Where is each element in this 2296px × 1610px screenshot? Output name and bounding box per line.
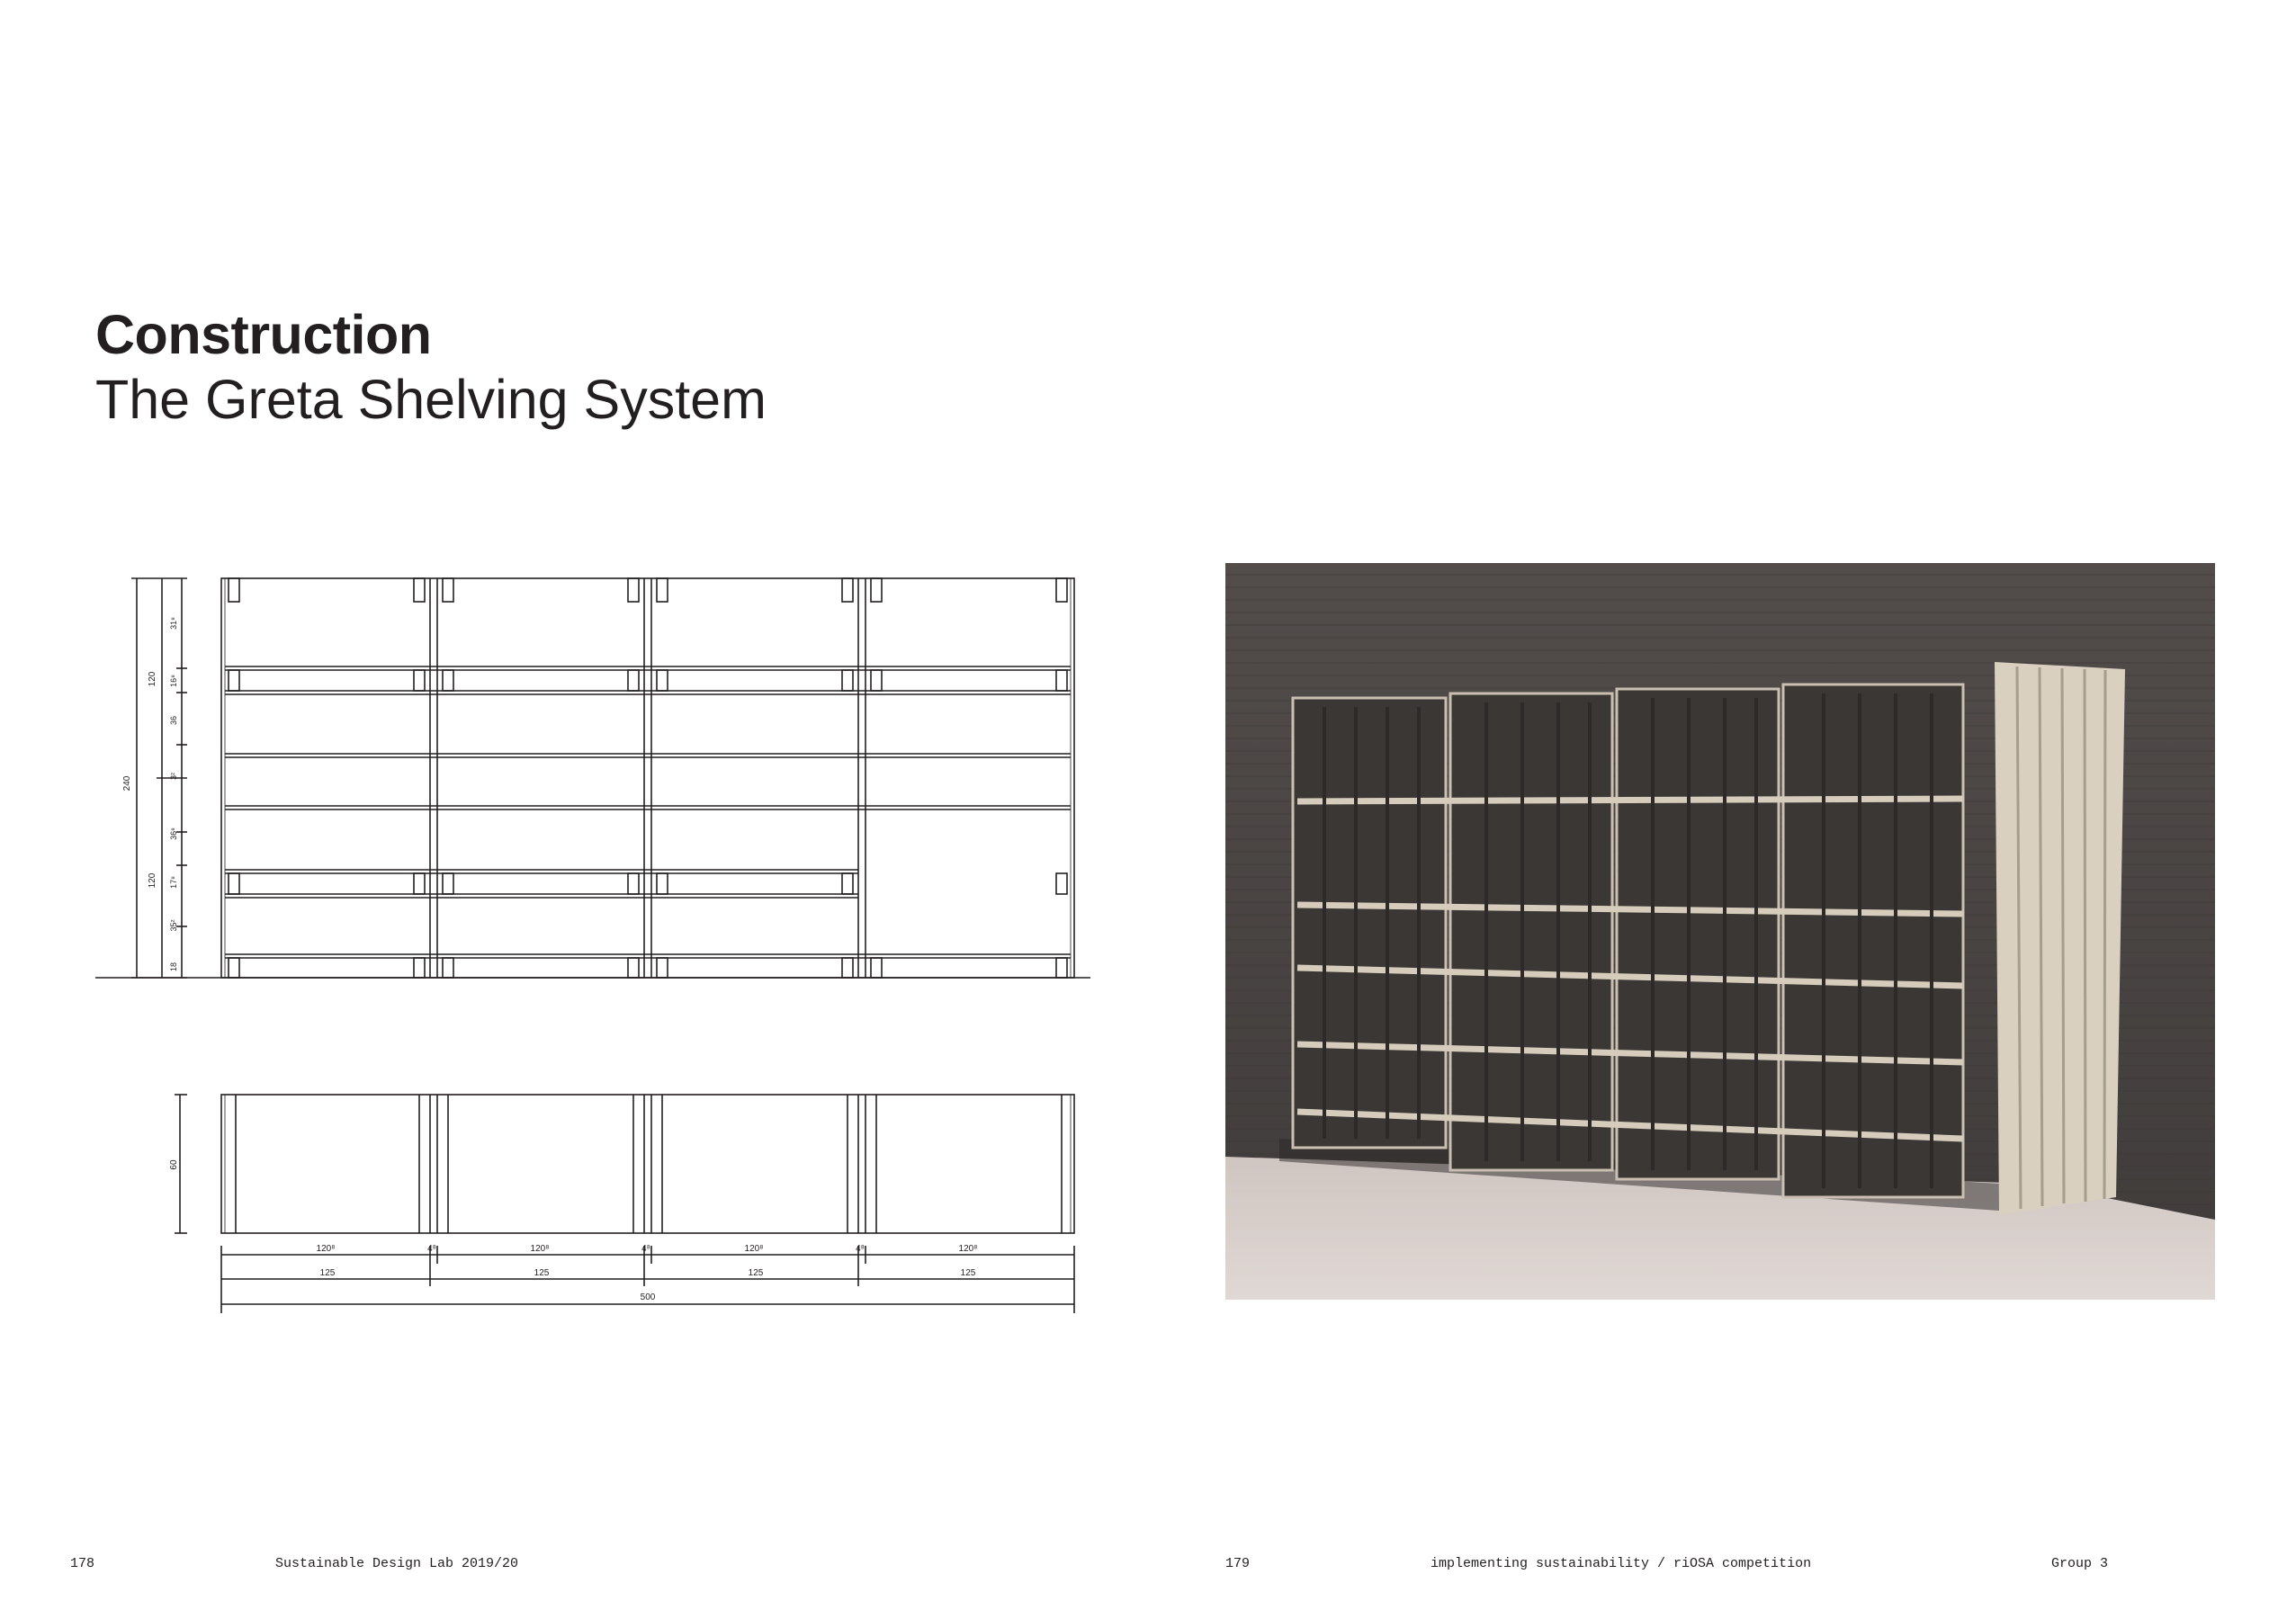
dim-segment: 35² [169,919,178,932]
dim-module-full: 125 [534,1268,550,1278]
dim-segment: 31⁸ [169,617,178,630]
dim-total-height: 240 [122,775,132,792]
dim-upper-height: 120 [148,671,157,687]
dim-module-inner: 120⁸ [530,1244,550,1254]
footer-right-caption: implementing sustainability / riOSA competition [1431,1556,1812,1571]
dim-gap: 4⁸ [427,1244,436,1254]
shelving-technical-drawing [90,562,1107,1336]
dim-segment: 36 [169,715,178,726]
dim-module-inner: 120⁸ [744,1244,764,1254]
dim-segment: 17⁸ [169,876,178,889]
dim-module-full: 125 [960,1268,976,1278]
shelving-render-image [1225,563,2215,1300]
dim-total-width: 500 [640,1292,656,1302]
dim-segment: 18 [169,962,178,972]
dim-lower-height: 120 [148,872,157,889]
dim-module-inner: 120⁸ [316,1244,336,1254]
dim-segment: 3² [169,772,178,781]
dim-module-full: 125 [319,1268,336,1278]
dim-segment: 16⁸ [169,675,178,687]
footer-right-page-number: 179 [1225,1556,1251,1571]
footer-group: Group 3 [2051,1556,2109,1571]
dim-gap: 4⁸ [641,1244,650,1254]
dim-gap: 4⁸ [856,1244,865,1254]
page-subtitle: The Greta Shelving System [95,369,767,430]
dim-module-inner: 120⁸ [958,1244,978,1254]
dim-segment: 36⁸ [169,827,178,840]
page-title: Construction [95,304,432,365]
dim-depth: 60 [169,1159,179,1170]
footer-left-page-number: 178 [70,1556,95,1571]
footer-left-caption: Sustainable Design Lab 2019/20 [275,1556,519,1571]
dim-module-full: 125 [748,1268,764,1278]
